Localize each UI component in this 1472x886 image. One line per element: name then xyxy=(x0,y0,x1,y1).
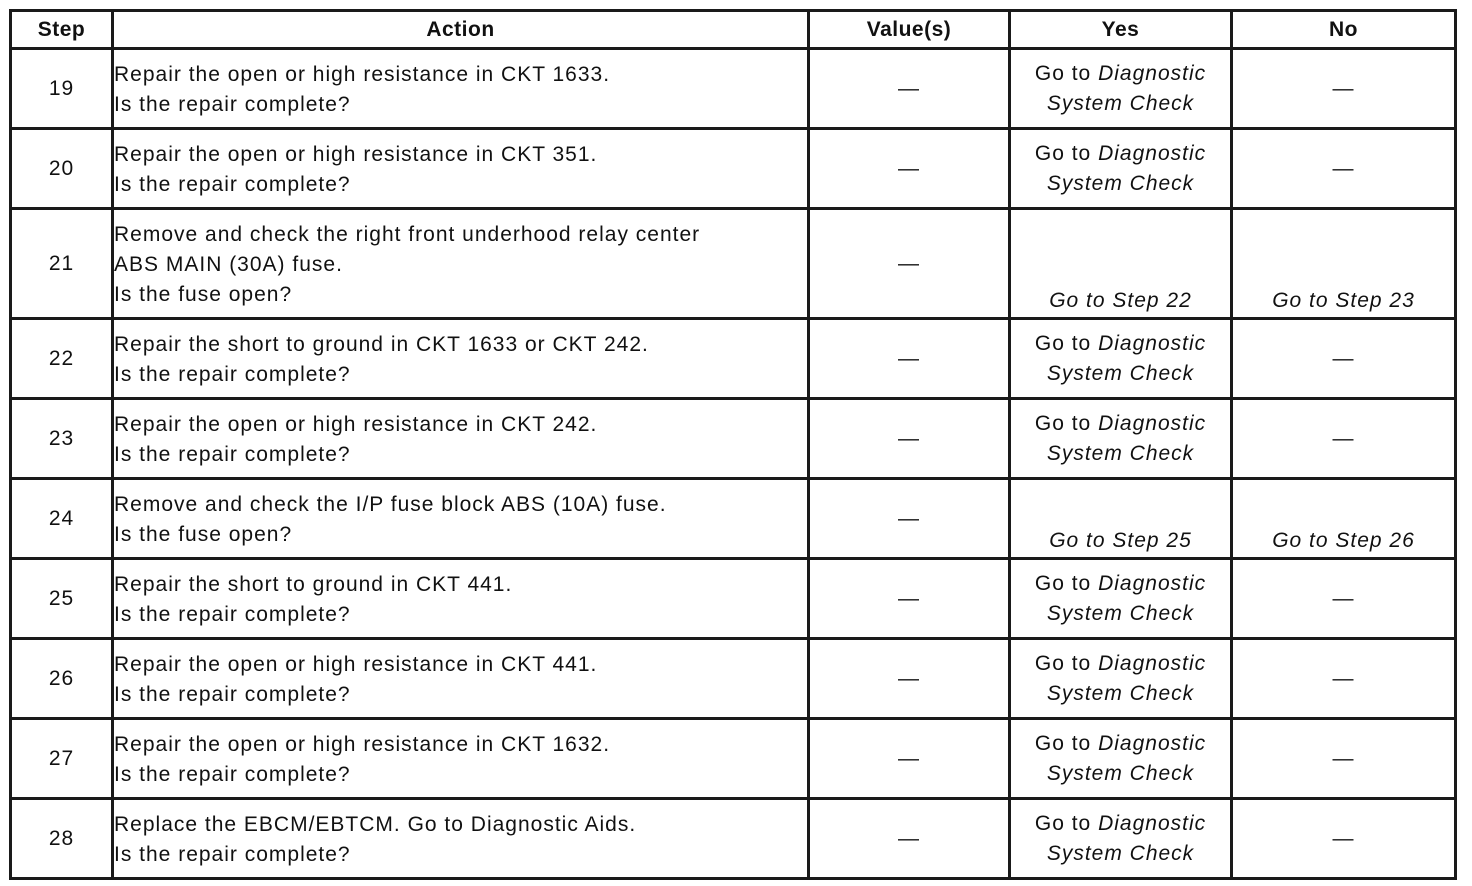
action-text-block xyxy=(114,325,807,393)
action-question: Is the fuse open? xyxy=(114,282,293,306)
action-question: Is the repair complete? xyxy=(114,762,351,786)
action-question: Is the repair complete? xyxy=(114,172,351,196)
no-dash: — xyxy=(1332,826,1355,850)
action-instruction: Repair the short to ground in CKT 1633 or CKT 242. xyxy=(114,332,649,356)
yes-cell xyxy=(1010,129,1232,209)
yes-goto-target: Diagnostic xyxy=(1098,141,1207,165)
yes-goto-prefix: Go to xyxy=(1034,571,1092,595)
no-goto-step: Go to Step 23 xyxy=(1272,289,1415,312)
action-question: Is the repair complete? xyxy=(114,92,351,116)
yes-goto-line xyxy=(1011,59,1230,89)
value-dash: — xyxy=(898,666,920,690)
table-row xyxy=(11,129,1456,209)
no-dash: — xyxy=(1332,346,1355,370)
action-cell xyxy=(113,49,809,129)
yes-goto-target: Diagnostic xyxy=(1098,811,1207,835)
table-row xyxy=(11,319,1456,399)
yes-cell xyxy=(1010,209,1232,319)
table-row xyxy=(11,799,1456,879)
yes-goto-target: Diagnostic xyxy=(1098,651,1207,675)
yes-goto-prefix: Go to xyxy=(1034,731,1092,755)
no-cell xyxy=(1232,719,1456,799)
yes-goto-target-line2: System Check xyxy=(1046,681,1195,705)
action-question: Is the repair complete? xyxy=(114,362,351,386)
action-cell xyxy=(113,559,809,639)
value-dash: — xyxy=(898,426,920,450)
value-cell xyxy=(809,399,1010,479)
action-instruction: Repair the open or high resistance in CKT 1632. xyxy=(114,732,611,756)
yes-goto-target: Diagnostic xyxy=(1098,331,1207,355)
yes-goto-target: Diagnostic xyxy=(1098,61,1207,85)
action-cell xyxy=(113,209,809,319)
action-line: ABS MAIN (30A) fuse. xyxy=(114,252,343,276)
yes-goto-prefix: Go to xyxy=(1034,811,1092,835)
action-text-block xyxy=(114,405,807,473)
action-question: Is the repair complete? xyxy=(114,682,351,706)
yes-goto-prefix: Go to xyxy=(1034,331,1092,355)
diagnostic-table-container xyxy=(9,9,1454,880)
no-dash: — xyxy=(1332,666,1355,690)
table-row xyxy=(11,479,1456,559)
yes-cell xyxy=(1010,639,1232,719)
action-instruction: Repair the short to ground in CKT 441. xyxy=(114,572,513,596)
table-row xyxy=(11,559,1456,639)
no-goto-step: Go to Step 26 xyxy=(1272,529,1415,552)
no-cell xyxy=(1232,209,1456,319)
yes-goto-step: Go to Step 22 xyxy=(1049,289,1192,312)
step-number: 19 xyxy=(11,49,113,129)
value-dash: — xyxy=(898,156,920,180)
action-cell xyxy=(113,399,809,479)
no-cell xyxy=(1232,129,1456,209)
value-dash: — xyxy=(898,76,920,100)
yes-cell xyxy=(1010,399,1232,479)
yes-goto-target-line2: System Check xyxy=(1046,841,1195,865)
yes-goto-target-line2: System Check xyxy=(1046,601,1195,625)
action-cell xyxy=(113,479,809,559)
step-number: 26 xyxy=(11,639,113,719)
yes-cell xyxy=(1010,719,1232,799)
no-cell xyxy=(1232,49,1456,129)
yes-goto-diagnostic xyxy=(1011,329,1230,389)
action-instruction: Replace the EBCM/EBTCM. Go to Diagnostic Aids. xyxy=(114,812,637,836)
step-number: 24 xyxy=(11,479,113,559)
value-cell xyxy=(809,719,1010,799)
yes-goto-line xyxy=(1011,729,1230,759)
yes-goto-prefix: Go to xyxy=(1034,61,1092,85)
yes-goto-step: Go to Step 25 xyxy=(1049,529,1192,552)
yes-goto-target: Diagnostic xyxy=(1098,731,1207,755)
yes-goto-line xyxy=(1011,409,1230,439)
yes-goto-target: Diagnostic xyxy=(1098,411,1207,435)
yes-goto-diagnostic xyxy=(1011,569,1230,629)
action-line: Remove and check the right front underhood relay center xyxy=(114,222,701,246)
yes-goto-line xyxy=(1011,569,1230,599)
no-cell xyxy=(1232,479,1456,559)
action-cell xyxy=(113,719,809,799)
value-cell xyxy=(809,319,1010,399)
no-cell xyxy=(1232,799,1456,879)
no-cell xyxy=(1232,399,1456,479)
table-row xyxy=(11,719,1456,799)
value-cell xyxy=(809,129,1010,209)
value-dash: — xyxy=(898,586,920,610)
table-row xyxy=(11,49,1456,129)
step-number: 23 xyxy=(11,399,113,479)
yes-cell xyxy=(1010,559,1232,639)
value-dash: — xyxy=(898,506,920,530)
value-cell xyxy=(809,479,1010,559)
yes-goto-diagnostic xyxy=(1011,139,1230,199)
action-cell xyxy=(113,319,809,399)
no-cell xyxy=(1232,559,1456,639)
action-instruction xyxy=(114,220,807,280)
yes-goto-diagnostic xyxy=(1011,649,1230,709)
action-cell xyxy=(113,129,809,209)
header-values: Value(s) xyxy=(809,11,1010,49)
no-cell xyxy=(1232,639,1456,719)
yes-goto-line xyxy=(1011,809,1230,839)
yes-goto-diagnostic xyxy=(1011,59,1230,119)
table-row xyxy=(11,209,1456,319)
action-text-block xyxy=(114,645,807,713)
value-cell xyxy=(809,49,1010,129)
no-dash: — xyxy=(1332,156,1355,180)
value-cell xyxy=(809,209,1010,319)
action-question: Is the fuse open? xyxy=(114,522,293,546)
value-cell xyxy=(809,639,1010,719)
table-row xyxy=(11,399,1456,479)
header-no: No xyxy=(1232,11,1456,49)
action-text-block xyxy=(114,725,807,793)
no-cell xyxy=(1232,319,1456,399)
yes-goto-line xyxy=(1011,649,1230,679)
yes-goto-target-line2: System Check xyxy=(1046,361,1195,385)
step-number: 21 xyxy=(11,209,113,319)
no-dash: — xyxy=(1332,76,1355,100)
header-step: Step xyxy=(11,11,113,49)
action-instruction: Repair the open or high resistance in CKT 1633. xyxy=(114,62,611,86)
yes-goto-diagnostic xyxy=(1011,409,1230,469)
action-text-block xyxy=(114,135,807,203)
yes-goto-prefix: Go to xyxy=(1034,141,1092,165)
table-row xyxy=(11,639,1456,719)
yes-goto-diagnostic xyxy=(1011,729,1230,789)
yes-goto-target: Diagnostic xyxy=(1098,571,1207,595)
action-text-block xyxy=(114,55,807,123)
table-body xyxy=(11,49,1456,879)
yes-goto-prefix: Go to xyxy=(1034,651,1092,675)
yes-goto-line xyxy=(1011,139,1230,169)
value-dash: — xyxy=(898,746,920,770)
value-dash: — xyxy=(898,251,920,275)
value-cell xyxy=(809,559,1010,639)
step-number: 25 xyxy=(11,559,113,639)
yes-goto-target-line2: System Check xyxy=(1046,441,1195,465)
action-instruction: Repair the open or high resistance in CKT 441. xyxy=(114,652,598,676)
yes-goto-line xyxy=(1011,329,1230,359)
action-text-block xyxy=(114,485,807,553)
step-number: 28 xyxy=(11,799,113,879)
header-yes: Yes xyxy=(1010,11,1232,49)
action-cell xyxy=(113,799,809,879)
no-dash: — xyxy=(1332,426,1355,450)
action-cell xyxy=(113,639,809,719)
action-instruction: Repair the open or high resistance in CKT 242. xyxy=(114,412,598,436)
action-instruction: Remove and check the I/P fuse block ABS (10A) fuse. xyxy=(114,492,667,516)
value-cell xyxy=(809,799,1010,879)
value-dash: — xyxy=(898,826,920,850)
header-action: Action xyxy=(113,11,809,49)
action-text-block xyxy=(114,215,807,313)
yes-cell xyxy=(1010,799,1232,879)
table-header-row xyxy=(11,11,1456,49)
action-question: Is the repair complete? xyxy=(114,842,351,866)
no-dash: — xyxy=(1332,586,1355,610)
yes-cell xyxy=(1010,479,1232,559)
diagnostic-table xyxy=(9,9,1457,880)
step-number: 27 xyxy=(11,719,113,799)
yes-goto-target-line2: System Check xyxy=(1046,761,1195,785)
step-number: 22 xyxy=(11,319,113,399)
value-dash: — xyxy=(898,346,920,370)
yes-cell xyxy=(1010,319,1232,399)
step-number: 20 xyxy=(11,129,113,209)
action-question: Is the repair complete? xyxy=(114,602,351,626)
yes-goto-target-line2: System Check xyxy=(1046,91,1195,115)
action-question: Is the repair complete? xyxy=(114,442,351,466)
no-dash: — xyxy=(1332,746,1355,770)
action-text-block xyxy=(114,805,807,873)
yes-goto-target-line2: System Check xyxy=(1046,171,1195,195)
action-instruction: Repair the open or high resistance in CKT 351. xyxy=(114,142,598,166)
yes-goto-diagnostic xyxy=(1011,809,1230,869)
yes-goto-prefix: Go to xyxy=(1034,411,1092,435)
action-text-block xyxy=(114,565,807,633)
yes-cell xyxy=(1010,49,1232,129)
